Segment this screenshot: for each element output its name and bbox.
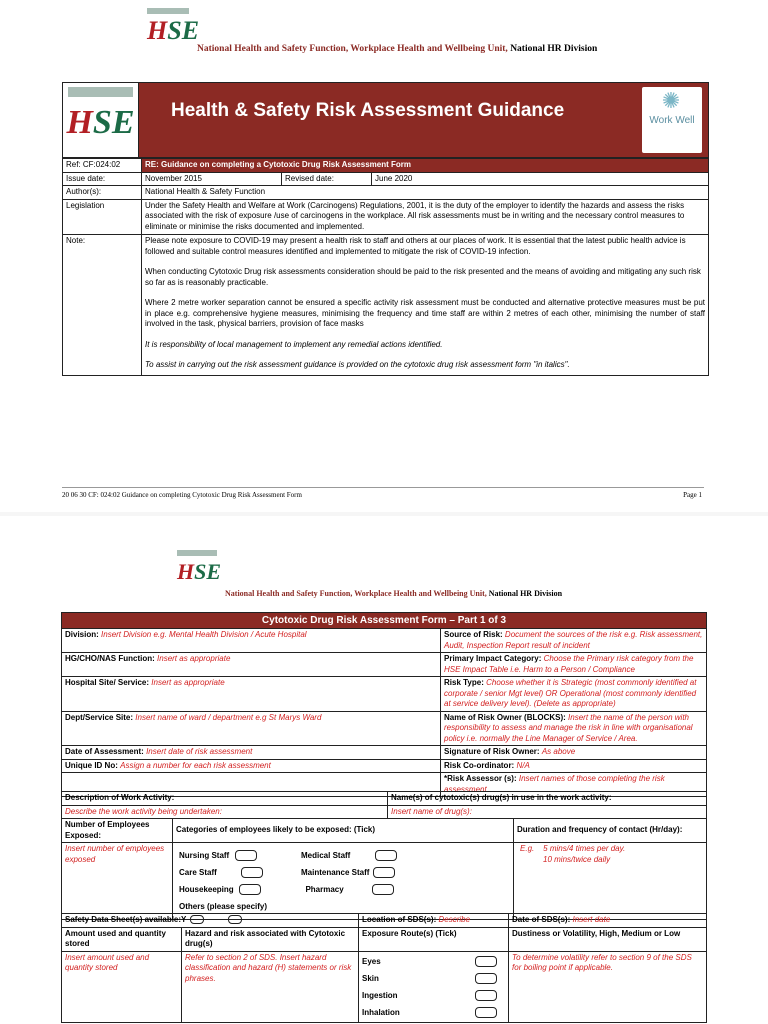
page-2	[0, 516, 768, 1024]
work-activity-label: Description of Work Activity:	[62, 792, 388, 806]
footer-right: Page 1	[683, 491, 702, 499]
drugs-label: Name(s) of cytotoxic(s) drug(s) in use in the work activity:	[388, 792, 707, 806]
form-title: Cytotoxic Drug Risk Assessment Form – Part 1 of 3	[62, 613, 707, 629]
risk-owner-field[interactable]: Name of Risk Owner (BLOCKS): Insert the name of the person with responsibility to assess and manage the risk in line with organisational policy i.e. normally the Line Manager of Service / Area.	[441, 711, 707, 746]
header-unit-line-2: National Health and Safety Function, Workplace Health and Wellbeing Unit, National HR Division	[225, 589, 563, 598]
coordinator-field[interactable]: Risk Co-ordinator: N/A	[441, 759, 707, 773]
amount-input[interactable]: Insert amount used and quantity stored	[62, 951, 182, 1022]
medical-staff-checkbox[interactable]	[375, 850, 397, 861]
maintenance-staff-label: Maintenance Staff	[301, 868, 370, 877]
source-field[interactable]: Source of Risk: Document the sources of the risk e.g. Risk assessment, Audit, Inspection Report result of incident	[441, 629, 707, 653]
date-assessment-field[interactable]: Date of Assessment: Insert date of risk assessment	[62, 746, 441, 760]
note-covid: Please note exposure to COVID-19 may present a health risk to staff and others at our places of work. It is essential that the latest public health advice is followed and suitable control measures identified and implemented to mitigate the risk of COVID-19 infection.	[145, 236, 686, 256]
hazard-input[interactable]: Refer to section 2 of SDS. Insert hazard classification and hazard (H) statements or risk phrases.	[182, 951, 359, 1022]
eyes-checkbox[interactable]	[475, 956, 497, 967]
revised-label: Revised date:	[282, 172, 372, 186]
nursing-staff-checkbox[interactable]	[235, 850, 257, 861]
footer-divider	[62, 487, 704, 488]
drugs-input[interactable]: Insert name of drug(s):	[388, 805, 707, 819]
unique-id-field[interactable]: Unique ID No: Assign a number for each risk assessment	[62, 759, 441, 773]
ingestion-label: Ingestion	[362, 990, 398, 1000]
impact-field[interactable]: Primary Impact Category: Choose the Primary risk category from the HSE Impact Table i.e. Harm to a Person / Compliance	[441, 653, 707, 677]
dustiness-label: Dustiness or Volatility, High, Medium or Low	[509, 927, 707, 951]
legislation-label: Legislation	[63, 199, 142, 235]
dept-field[interactable]: Dept/Service Site: Insert name of ward / department e.g St Marys Ward	[62, 711, 441, 746]
amount-label: Amount used and quantity stored	[62, 927, 182, 951]
skin-checkbox[interactable]	[475, 973, 497, 984]
sds-yes-checkbox[interactable]	[190, 915, 204, 924]
author-label: Author(s):	[63, 186, 142, 200]
sds-table	[61, 913, 707, 1023]
nursing-staff-label: Nursing Staff	[179, 851, 230, 860]
sds-date-field[interactable]: Date of SDS(s): Insert date	[509, 914, 707, 928]
duration-label: Duration and frequency of contact (Hr/day):	[514, 819, 707, 843]
pharmacy-label: Pharmacy	[305, 885, 344, 894]
work-activity-input[interactable]: Describe the work activity being undertaken:	[62, 805, 388, 819]
ref-cell: Ref: CF:024:02	[63, 159, 142, 173]
hg-function-field[interactable]: HG/CHO/NAS Function: Insert as appropriate	[62, 653, 441, 677]
workwell-logo: ✺ Work Well	[642, 87, 702, 153]
hse-logo: HSE	[147, 8, 189, 48]
risk-type-field[interactable]: Risk Type: Choose whether it is Strategic (most commonly identified at corporate / senior Mgt level) OR Operational (most commonly identified at service delivery level). (Delete as appropriate)	[441, 677, 707, 712]
issue-label: Issue date:	[63, 172, 142, 186]
title-banner	[62, 82, 709, 158]
inhalation-label: Inhalation	[362, 1007, 400, 1017]
medical-staff-label: Medical Staff	[301, 851, 351, 860]
eyes-label: Eyes	[362, 956, 381, 966]
revised-value: June 2020	[372, 172, 709, 186]
note-separation: Where 2 metre worker separation cannot be ensured a specific activity risk assessment must be conducted and alternative protective measures must be put in place e.g. comprehensive hygiene measures, minimising the frequency and time staff are within 2 metres of each other, minimising the number of staff involved in the task, physical barriers, provision of face masks	[145, 298, 705, 328]
sds-available-field: Safety Data Sheet(s) available:Y	[62, 914, 359, 928]
categories-label: Categories of employees likely to be exposed: (Tick)	[173, 819, 514, 843]
pharmacy-checkbox[interactable]	[372, 884, 394, 895]
issue-value: November 2015	[142, 172, 282, 186]
maintenance-staff-checkbox[interactable]	[373, 867, 395, 878]
note-italics: To assist in carrying out the risk assessment guidance is provided on the cytotoxic drug risk assessment form "in italics".	[145, 360, 570, 369]
care-staff-label: Care Staff	[179, 868, 217, 877]
guidance-table	[62, 158, 709, 376]
housekeeping-label: Housekeeping	[179, 885, 234, 894]
num-employees-input[interactable]: Insert number of employees exposed	[62, 843, 173, 920]
re-cell: RE: Guidance on completing a Cytotoxic Drug Risk Assessment Form	[142, 159, 709, 173]
duration-input[interactable]: E.g. 5 mins/4 times per day. 10 mins/twice daily	[514, 843, 707, 920]
note-label: Note:	[63, 235, 142, 376]
legislation-text: Under the Safety Health and Welfare at Work (Carcinogens) Regulations, 2001, it is the duty of the employer to identify the hazards and assess the risks associated with the risk of exposure /use of carcinogens in the workplace. All risk assessments must be in writing and the necessary control measures to eliminate or minimise the risks documented and implemented.	[142, 199, 709, 235]
sds-no-checkbox[interactable]	[228, 915, 242, 924]
others-label: Others (please specify)	[179, 902, 268, 911]
care-staff-checkbox[interactable]	[241, 867, 263, 878]
route-label: Exposure Route(s) (Tick)	[359, 927, 509, 951]
work-activity-table	[61, 791, 707, 920]
banner-title: Health & Safety Risk Assessment Guidance	[171, 100, 565, 121]
hospital-field[interactable]: Hospital Site/ Service: Insert as appropriate	[62, 677, 441, 712]
hazard-label: Hazard and risk associated with Cytotoxic drug(s)	[182, 927, 359, 951]
footer-left: 20 06 30 CF: 024:02 Guidance on completing Cytotoxic Drug Risk Assessment Form	[62, 491, 302, 499]
author-value: National Health & Safety Function	[142, 186, 709, 200]
sds-location-field[interactable]: Location of SDS(s): Describe	[359, 914, 509, 928]
num-employees-label: Number of Employees Exposed:	[62, 819, 173, 843]
division-field[interactable]: Division: Insert Division e.g. Mental Health Division / Acute Hospital	[62, 629, 441, 653]
inhalation-checkbox[interactable]	[475, 1007, 497, 1018]
dustiness-input[interactable]: To determine volatility refer to section 9 of the SDS for boiling point if applicable.	[509, 951, 707, 1022]
skin-label: Skin	[362, 973, 379, 983]
signature-field[interactable]: Signature of Risk Owner: As above	[441, 746, 707, 760]
housekeeping-checkbox[interactable]	[239, 884, 261, 895]
categories-checklist	[173, 843, 514, 920]
note-text	[142, 235, 709, 376]
form-top-table	[61, 612, 707, 797]
note-responsibility: It is responsibility of local management to implement any remedial actions identified.	[145, 339, 443, 349]
header-unit-line: National Health and Safety Function, Workplace Health and Wellbeing Unit, National HR Division	[197, 44, 598, 54]
hse-logo-2: HSE	[177, 550, 217, 588]
sds-yes-mark: Y	[181, 915, 187, 924]
ingestion-checkbox[interactable]	[475, 990, 497, 1001]
exposure-routes	[359, 951, 509, 1022]
banner-hse-logo: HSE	[63, 83, 139, 157]
note-consideration: When conducting Cytotoxic Drug risk assessments consideration should be paid to the risk presented and the means of avoiding and mitigating any such risk so far as is reasonably practicable.	[145, 267, 701, 287]
assessor-field[interactable]: *Risk Assessor (s): Insert names of those completing the risk assessment	[441, 773, 707, 797]
